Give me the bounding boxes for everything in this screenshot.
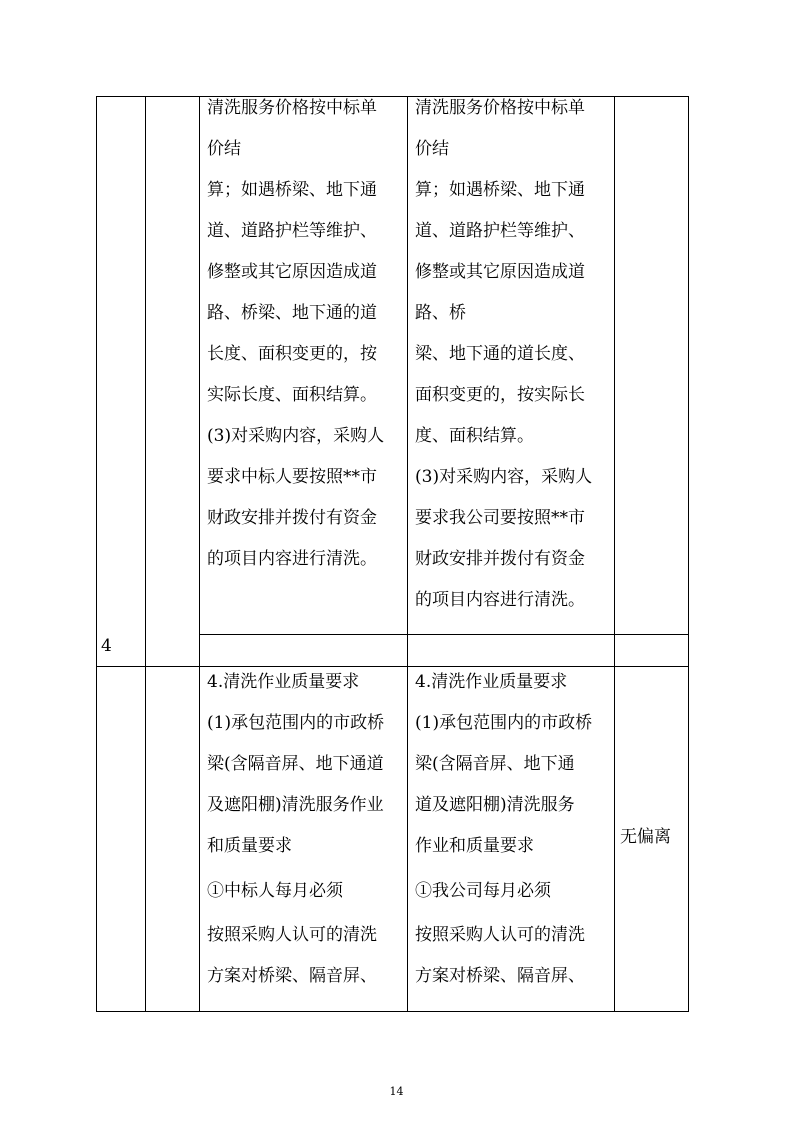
table-border-left: [96, 96, 97, 1012]
table-border-col2: [199, 96, 200, 1012]
deviation-status: 无偏离: [620, 827, 671, 847]
requirement-text-upper: 清洗服务价格按中标单 价结 算；如遇桥梁、地下通 道、道路护栏等维护、 修整或其它原因造成道 路、桥梁、地下通的道 长度、面积变更的，按 实际长度、面积结算。 (3)对采购内容，采购人 要求中标人要按照**市 财政安排并拨付有资金 的项目内容进行清洗。: [207, 98, 385, 569]
requirement-text-lower: 4.清洗作业质量要求 (1)承包范围内的市政桥 梁(含隔音屏、地下通道 及遮阳棚)清洗服务作业 和质量要求 ①中标人每月必须 按照采购人认可的清洗 方案对桥梁、隔音屏、: [207, 672, 385, 986]
page-number: 14: [389, 1085, 404, 1098]
row-number: 4: [101, 636, 112, 656]
table-border-col4: [614, 96, 615, 1012]
table-border-col1: [145, 96, 146, 1012]
response-text-upper: 清洗服务价格按中标单 价结 算；如遇桥梁、地下通 道、道路护栏等维护、 修整或其它原因造成道 路、桥 梁、地下通的道长度、 面积变更的，按实际长 度、面积结算。 (3)对采购内容，采购人 要求我公司要按照**市 财政安排并拨付有资金 的项目内容进行清洗。: [415, 98, 593, 610]
table-border-bottom: [96, 1011, 689, 1012]
table-row-divider-1: [199, 634, 689, 635]
table-border-col3: [407, 96, 408, 1012]
response-text-lower: 4.清洗作业质量要求 (1)承包范围内的市政桥 梁(含隔音屏、地下通 道及遮阳棚)清洗服务 作业和质量要求 ①我公司每月必须 按照采购人认可的清洗 方案对桥梁、隔音屏、: [415, 672, 593, 986]
table-border-top: [96, 96, 689, 97]
table-border-right: [688, 96, 689, 1012]
table-row-divider-2: [96, 666, 689, 667]
